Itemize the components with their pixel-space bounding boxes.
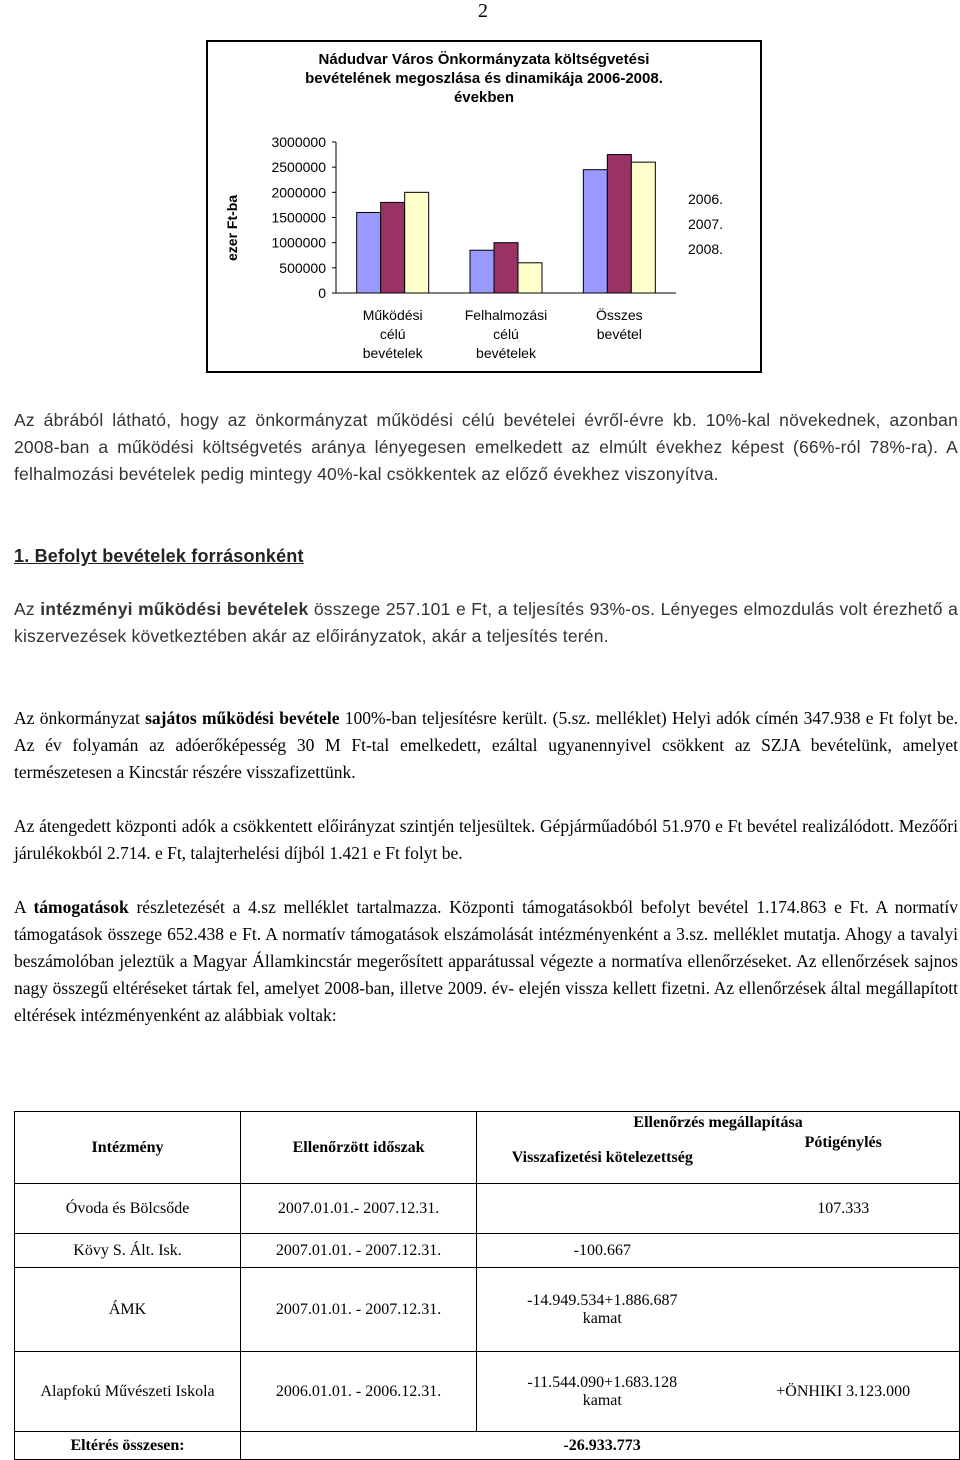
chart-commentary: Az ábrából látható, hogy az önkormányzat működési célú bevételei évről-évre kb. 10%-kal növekednek, azonban 2008-ban a működési költségvetés aránya lényegesen emelkedett az elmúlt évekhez képest (66%-ról 78%-ra). A felhalmozási bevételek pedig mintegy 40%-kal csökkentek az előző évekhez viszonyítva. xyxy=(14,410,958,484)
legend-item-2008 xyxy=(688,236,723,261)
paragraph-own-revenue xyxy=(14,705,958,786)
text-run: 100%-ban teljesítésre került. (5.sz. melléklet) Helyi adók címén 347.938 e Ft folyt be. Az év folyamán az adóerőképesség 30 M Ft-tal emelkedett, ezáltal ugyanennyivel csökkent az SZJA bevételünk, amelyet természetesen a Kincstár részére visszafizettünk. xyxy=(14,708,959,782)
text-run: Az önkormányzat xyxy=(14,708,146,728)
cell-period: 2007.01.01.- 2007.12.31. xyxy=(241,1184,477,1234)
category-label: célú xyxy=(493,326,519,342)
paragraph-institutional-revenue xyxy=(14,596,958,650)
table-header-row xyxy=(15,1112,960,1134)
text-run: összege 257.101 e Ft, a teljesítés 93%-os. Lényeges elmozdulás volt érezhető a kiszervezések következtében akár az előirányzatok, akár a teljesítés terén. xyxy=(14,599,958,646)
paragraph-shared-taxes: Az átengedett központi adók a csökkentett előirányzat szintjén teljesültek. Gépjárműadóból 51.970 e Ft bevétel realizálódott. Mezőőri járulékokból 2.714. e Ft, talajterhelési díjból 1.421 e Ft folyt be. xyxy=(14,816,958,863)
y-tick-label: 2500000 xyxy=(271,159,326,176)
header-institution: Intézmény xyxy=(15,1112,241,1184)
cell-institution: Alapfokú Művészeti Iskola xyxy=(15,1352,241,1432)
table-row xyxy=(15,1184,960,1234)
total-label: Eltérés összesen: xyxy=(15,1432,241,1460)
header-claim: Pótigénylés xyxy=(727,1134,959,1184)
chart-legend xyxy=(688,186,723,261)
bar xyxy=(518,263,542,293)
page-number: 2 xyxy=(478,0,488,22)
cell-claim: +ÖNHIKI 3.123.000 xyxy=(727,1352,959,1432)
table-row xyxy=(15,1234,960,1268)
bar xyxy=(583,170,607,293)
y-tick-label: 3000000 xyxy=(271,134,326,150)
bar xyxy=(405,192,429,293)
text-run-bold: intézményi működési bevételek xyxy=(40,599,309,619)
cell-repay xyxy=(477,1184,728,1234)
category-label: bevételek xyxy=(362,345,423,361)
legend-item-2006 xyxy=(688,186,723,211)
y-tick-label: 2000000 xyxy=(271,184,326,201)
legend-label: 2007. xyxy=(688,215,724,232)
chart-title-line: években xyxy=(453,89,515,106)
category-label: Működési xyxy=(362,307,423,323)
y-tick-label: 0 xyxy=(318,285,326,301)
table-row xyxy=(15,1352,960,1432)
cell-repay: -11.544.090+1.683.128 kamat xyxy=(477,1352,728,1432)
header-period: Ellenőrzött időszak xyxy=(241,1112,477,1184)
total-value: -26.933.773 xyxy=(477,1432,728,1460)
bar xyxy=(470,250,494,293)
text-run-bold: támogatások xyxy=(33,897,129,917)
legend-label: 2008. xyxy=(688,240,724,257)
bar-chart xyxy=(206,40,762,373)
cell-claim xyxy=(727,1268,959,1352)
category-label: bevétel xyxy=(596,326,642,342)
chart-title-line: Nádudvar Város Önkormányzata költségvetési xyxy=(318,51,650,68)
y-tick-label: 1000000 xyxy=(271,234,326,251)
text-run: részletezését a 4.sz melléklet tartalmazza. Központi támogatásokból befolyt bevétel 1.174.863 e Ft. A normatív támogatások összege 652.438 e Ft. A normatív támogatások elszámolását intézményenként a 3.sz. melléklet mutatja. Ahogy a tavalyi beszámolóban jeleztük a Magyar Államkincstár megerősített apparátussal végezte a normatíva ellenőrzéseket. Az ellenőrzések sajnos nagy összegű eltéréseket tártak fel, amelyet 2008-ban, illetve 2009. év- elején vissza kellett fizetni. Az ellenőrzések által megállapított eltérések intézményenként az alábbiak voltak: xyxy=(14,897,958,1025)
bar xyxy=(607,155,631,293)
table-row xyxy=(15,1268,960,1352)
section-heading: 1. Befolyt bevételek forrásonként xyxy=(14,546,304,566)
cell-institution: ÁMK xyxy=(15,1268,241,1352)
category-label: bevételek xyxy=(476,345,536,361)
cell-period: 2006.01.01. - 2006.12.31. xyxy=(241,1352,477,1432)
y-tick-label: 500000 xyxy=(279,259,326,276)
cell-period: 2007.01.01. - 2007.12.31. xyxy=(241,1234,477,1268)
cell-claim: 107.333 xyxy=(727,1184,959,1234)
category-label: célú xyxy=(379,326,406,342)
text-run-bold: sajátos működési bevétele xyxy=(145,708,340,728)
chart-title-line: bevételének megoszlása és dinamikája 2006-2008. xyxy=(305,70,663,87)
category-label: Felhalmozási xyxy=(464,307,548,323)
y-axis-label: ezer Ft-ba xyxy=(224,194,240,261)
legend-item-2007 xyxy=(688,211,723,236)
text-run: A xyxy=(14,897,34,917)
bar xyxy=(381,202,405,293)
audit-findings-table xyxy=(14,1111,960,1460)
text-run: Az xyxy=(14,599,41,619)
cell-repay: -100.667 xyxy=(477,1234,728,1268)
legend-label: 2006. xyxy=(688,190,724,207)
cell-institution: Kövy S. Ált. Isk. xyxy=(15,1234,241,1268)
y-tick-label: 1500000 xyxy=(271,209,326,226)
chart-plot xyxy=(208,42,760,371)
cell-claim xyxy=(727,1234,959,1268)
bar xyxy=(357,212,381,293)
cell-repay: -14.949.534+1.886.687 kamat xyxy=(477,1268,728,1352)
bar xyxy=(494,243,518,293)
paragraph-subsidies xyxy=(14,894,958,1029)
header-repay: Visszafizetési kötelezettség xyxy=(477,1134,728,1184)
cell-period: 2007.01.01. - 2007.12.31. xyxy=(241,1268,477,1352)
bar xyxy=(631,162,655,293)
cell-institution: Óvoda és Bölcsőde xyxy=(15,1184,241,1234)
category-label: Összes xyxy=(595,307,643,323)
header-findings: Ellenőrzés megállapítása xyxy=(477,1112,960,1134)
